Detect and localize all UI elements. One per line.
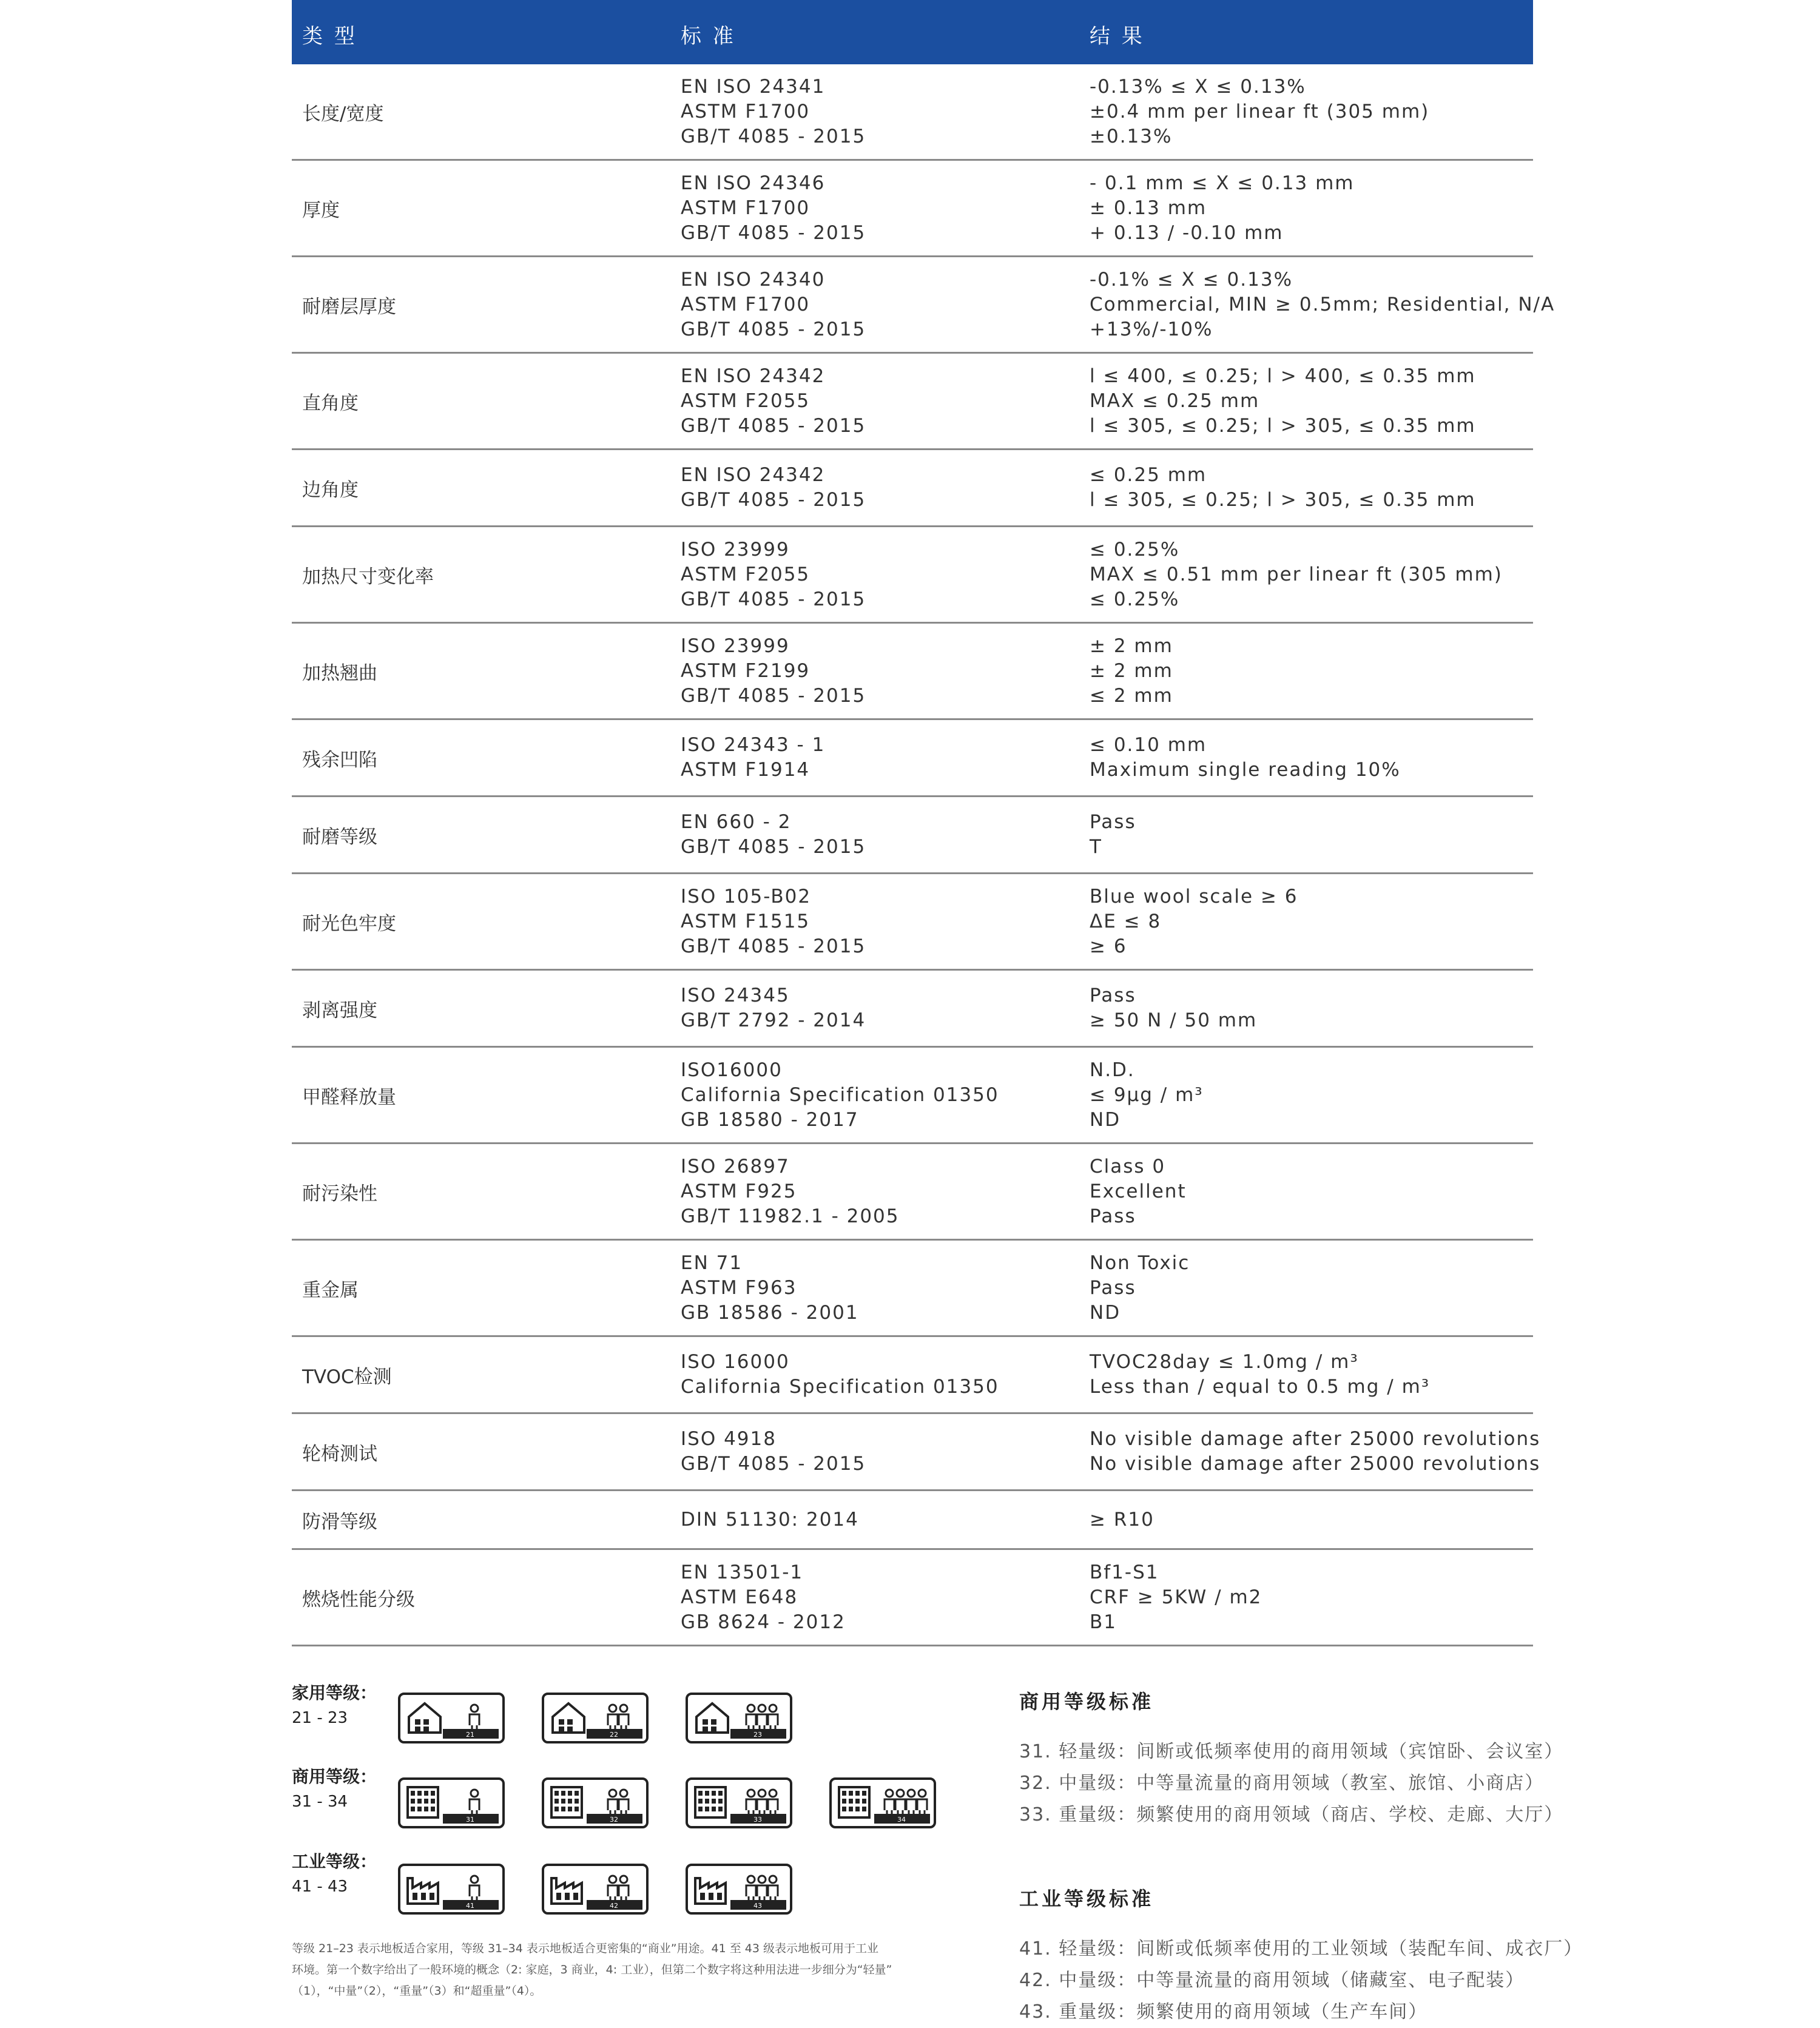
result-line: l ≤ 305, ≤ 0.25; l > 305, ≤ 0.35 mm	[1090, 489, 1476, 511]
commercial-standard-item: 33. 重量级：频繁使用的商用领域（商店、学校、走廊、大厅）	[1019, 1804, 1564, 1825]
result-line: B1	[1090, 1611, 1117, 1633]
result-line: Class 0	[1090, 1155, 1166, 1177]
result-line: ≥ 6	[1090, 935, 1127, 957]
table-row	[292, 1491, 1533, 1550]
standard-line: California Specification 01350	[681, 1376, 999, 1398]
grade-number: 22	[610, 1731, 618, 1739]
row-standards	[681, 161, 1081, 255]
table-body	[292, 64, 1555, 1646]
result-line: TVOC28day ≤ 1.0mg / m³	[1090, 1351, 1359, 1373]
result-line: ≤ 9μg / m³	[1090, 1083, 1204, 1106]
footnote-line: 等级 21–23 表示地板适合家用，等级 31–34 表示地板适合更密集的“商业”用途。41 至 43 级表示地板可用于工业	[292, 1942, 879, 1955]
table-row	[292, 1144, 1533, 1241]
spec-table	[292, 0, 1555, 1646]
standard-line: ASTM F1700	[681, 197, 811, 219]
row-results	[1090, 527, 1532, 622]
standard-line: GB/T 4085 - 2015	[681, 318, 866, 340]
industrial-standard-item: 41. 轻量级：间断或低频率使用的工业领域（装配车间、成衣厂）	[1019, 1938, 1583, 1959]
footnote-line: 环境。第一个数字给出了一般环境的概念（2: 家庭，3 商业，4: 工业），但第二个数字将这种用法进一步细分为“轻量”	[292, 1963, 892, 1976]
row-type: 耐磨层厚度	[302, 295, 396, 318]
row-results	[1090, 257, 1555, 352]
standard-line: GB/T 11982.1 - 2005	[681, 1205, 900, 1227]
residential-grade-label: 家用等级：	[292, 1683, 377, 1703]
standard-line: ASTM F2055	[681, 563, 811, 585]
table-row	[292, 720, 1533, 797]
row-type: 厚度	[302, 199, 340, 221]
row-type: 剥离强度	[302, 999, 377, 1022]
table-row	[292, 1048, 1533, 1144]
standard-line: GB/T 4085 - 2015	[681, 414, 866, 437]
header-type: 类 型	[302, 24, 357, 49]
result-line: ≤ 0.25%	[1090, 588, 1180, 610]
result-line: +13%/-10%	[1090, 318, 1213, 340]
table-row	[292, 1414, 1541, 1491]
row-type: 耐磨等级	[302, 826, 377, 848]
standard-line: EN ISO 24346	[681, 172, 826, 194]
row-type: 耐污染性	[302, 1182, 377, 1205]
standard-line: GB/T 4085 - 2015	[681, 935, 866, 957]
grade-footnote	[292, 1938, 959, 2002]
grade-number: 43	[753, 1902, 762, 1910]
standard-line: ISO16000	[681, 1059, 783, 1081]
grade-number: 21	[466, 1731, 474, 1739]
row-standards	[681, 1241, 1081, 1335]
table-row	[292, 527, 1533, 624]
row-results	[1090, 1491, 1532, 1548]
residential-grade	[292, 1680, 377, 1730]
standard-line: GB/T 4085 - 2015	[681, 489, 866, 511]
standard-line: EN 660 - 2	[681, 811, 792, 833]
result-line: ± 0.13 mm	[1090, 197, 1207, 219]
standard-line: ISO 23999	[681, 635, 790, 657]
result-line: MAX ≤ 0.25 mm	[1090, 389, 1260, 412]
industrial-grade	[292, 1849, 377, 1899]
industrial-standard-title: 工业等级标准	[1019, 1887, 1154, 1910]
result-line: MAX ≤ 0.51 mm per linear ft (305 mm)	[1090, 563, 1503, 585]
standard-line: ASTM F1700	[681, 293, 811, 315]
row-standards	[681, 354, 1081, 448]
grade-23-icon	[686, 1693, 792, 1743]
standard-line: ISO 23999	[681, 538, 790, 561]
grade-icons-section	[292, 1668, 959, 1911]
standard-line: GB/T 4085 - 2015	[681, 1453, 866, 1475]
standard-line: GB 8624 - 2012	[681, 1611, 846, 1633]
result-line: ±0.4 mm per linear ft (305 mm)	[1090, 100, 1430, 123]
grade-42-icon	[542, 1864, 649, 1915]
grade-41-icon	[398, 1864, 505, 1915]
result-line: l ≤ 400, ≤ 0.25; l > 400, ≤ 0.35 mm	[1090, 365, 1476, 387]
result-line: l ≤ 305, ≤ 0.25; l > 305, ≤ 0.35 mm	[1090, 414, 1476, 437]
grade-43-icon	[686, 1864, 792, 1915]
row-results	[1090, 1550, 1532, 1645]
standard-line: GB/T 4085 - 2015	[681, 221, 866, 244]
row-results	[1090, 1337, 1532, 1412]
row-standards	[681, 720, 1081, 795]
result-line: ±0.13%	[1090, 125, 1173, 147]
grade-number: 23	[753, 1731, 762, 1739]
standard-line: DIN 51130: 2014	[681, 1508, 859, 1531]
table-row	[292, 797, 1533, 874]
table-row	[292, 161, 1533, 257]
row-standards	[681, 797, 1081, 872]
table-row	[292, 1550, 1533, 1646]
row-type: 燃烧性能分级	[302, 1588, 415, 1611]
footnote-line: （1），“中量”（2），“重量”（3）和“超重量”（4）。	[292, 1984, 542, 1998]
row-results	[1090, 1241, 1532, 1335]
table-header	[292, 0, 1533, 64]
grade-number: 33	[753, 1816, 762, 1824]
industrial-standard	[1019, 1884, 1583, 2028]
result-line: Pass	[1090, 1205, 1136, 1227]
standard-line: GB 18586 - 2001	[681, 1301, 859, 1324]
result-line: - 0.1 mm ≤ X ≤ 0.13 mm	[1090, 172, 1355, 194]
result-line: ≤ 0.10 mm	[1090, 734, 1207, 756]
result-line: ≤ 0.25%	[1090, 538, 1180, 561]
row-results	[1090, 161, 1532, 255]
industrial-grade-label: 工业等级：	[292, 1851, 377, 1871]
row-type: 防滑等级	[302, 1511, 377, 1533]
result-line: ≤ 2 mm	[1090, 684, 1173, 707]
row-standards	[681, 624, 1081, 718]
result-line: -0.1% ≤ X ≤ 0.13%	[1090, 268, 1293, 291]
result-line: ≤ 0.25 mm	[1090, 464, 1207, 486]
row-standards	[681, 874, 1081, 969]
row-type: 加热翘曲	[302, 662, 377, 684]
standard-line: GB/T 4085 - 2015	[681, 684, 866, 707]
standard-line: EN ISO 24340	[681, 268, 826, 291]
grade-number: 42	[610, 1902, 618, 1910]
row-type: 重金属	[302, 1279, 359, 1301]
industrial-standard-item: 43. 重量级：频繁使用的商用领域（生产车间）	[1019, 2001, 1428, 2023]
standard-line: GB/T 4085 - 2015	[681, 588, 866, 610]
commercial-grade-label: 商用等级：	[292, 1767, 377, 1787]
standard-line: ISO 16000	[681, 1351, 790, 1373]
row-type: TVOC检测	[302, 1366, 392, 1388]
standard-line: ASTM F2055	[681, 389, 811, 412]
row-type: 长度/宽度	[302, 103, 384, 125]
standard-line: EN ISO 24342	[681, 464, 826, 486]
row-results	[1090, 720, 1532, 795]
standard-line: GB/T 2792 - 2014	[681, 1009, 866, 1031]
row-standards	[681, 1491, 1081, 1548]
result-line: ≥ 50 N / 50 mm	[1090, 1009, 1258, 1031]
row-type: 直角度	[302, 392, 359, 414]
grade-31-icon	[398, 1777, 505, 1828]
row-type: 耐光色牢度	[302, 912, 396, 935]
row-results	[1090, 1414, 1541, 1489]
table-row	[292, 257, 1555, 354]
row-standards	[681, 1048, 1081, 1142]
industrial-grade-range: 41 - 43	[292, 1878, 348, 1896]
result-line: ≥ R10	[1090, 1508, 1154, 1531]
table-row	[292, 624, 1533, 720]
table-row	[292, 874, 1533, 971]
result-line: -0.13% ≤ X ≤ 0.13%	[1090, 75, 1306, 98]
commercial-grade-range: 31 - 34	[292, 1793, 348, 1811]
result-line: Bf1-S1	[1090, 1561, 1159, 1583]
row-type: 边角度	[302, 479, 359, 501]
result-line: No visible damage after 25000 revolutions	[1090, 1428, 1541, 1450]
standard-line: ISO 105-B02	[681, 885, 812, 908]
grade-number: 41	[466, 1902, 474, 1910]
result-line: ± 2 mm	[1090, 659, 1173, 682]
commercial-standard-item: 31. 轻量级：间断或低频率使用的商用领域（宾馆卧、会议室）	[1019, 1741, 1564, 1762]
row-type: 甲醛释放量	[302, 1086, 396, 1108]
standard-line: ASTM F925	[681, 1180, 797, 1202]
result-line: Blue wool scale ≥ 6	[1090, 885, 1298, 908]
result-line: ± 2 mm	[1090, 635, 1173, 657]
row-type: 加热尺寸变化率	[302, 565, 434, 588]
standard-line: ASTM F963	[681, 1276, 797, 1299]
row-standards	[681, 1144, 1081, 1239]
header-result: 结 果	[1090, 24, 1145, 49]
row-standards	[681, 450, 1081, 525]
result-line: No visible damage after 25000 revolutions	[1090, 1453, 1541, 1475]
header-standard: 标 准	[681, 24, 736, 49]
table-row	[292, 1241, 1533, 1337]
result-line: + 0.13 / -0.10 mm	[1090, 221, 1284, 244]
standard-line: ISO 26897	[681, 1155, 790, 1177]
table-row	[292, 354, 1533, 450]
row-results	[1090, 1048, 1532, 1142]
table-row	[292, 1337, 1533, 1414]
standard-line: GB/T 4085 - 2015	[681, 836, 866, 858]
result-line: Pass	[1090, 811, 1136, 833]
table-row	[292, 64, 1533, 161]
residential-grade-range: 21 - 23	[292, 1709, 348, 1727]
grade-number: 31	[466, 1816, 474, 1824]
row-results	[1090, 450, 1532, 525]
standard-line: California Specification 01350	[681, 1083, 999, 1106]
row-standards	[681, 1414, 1081, 1489]
row-results	[1090, 797, 1532, 872]
result-line: Commercial, MIN ≥ 0.5mm; Residential, N/A	[1090, 293, 1555, 315]
result-line: ND	[1090, 1301, 1121, 1324]
row-standards	[681, 64, 1081, 159]
table-row	[292, 971, 1533, 1048]
standard-line: GB/T 4085 - 2015	[681, 125, 866, 147]
commercial-standard	[1019, 1686, 1565, 1831]
grade-32-icon	[542, 1777, 649, 1828]
commercial-standard-title: 商用等级标准	[1019, 1690, 1154, 1713]
row-standards	[681, 1337, 1081, 1412]
standard-line: ASTM F1914	[681, 759, 811, 781]
row-results	[1090, 624, 1532, 718]
standard-line: EN ISO 24342	[681, 365, 826, 387]
result-line: Excellent	[1090, 1180, 1187, 1202]
standard-line: EN ISO 24341	[681, 75, 826, 98]
result-line: Maximum single reading 10%	[1090, 759, 1401, 781]
grade-number: 34	[897, 1816, 906, 1824]
standard-line: ASTM F1515	[681, 910, 811, 932]
standard-line: EN 71	[681, 1251, 743, 1274]
row-results	[1090, 64, 1532, 159]
result-line: Pass	[1090, 1276, 1136, 1299]
standard-line: EN 13501-1	[681, 1561, 804, 1583]
row-results	[1090, 1144, 1532, 1239]
standard-line: ASTM F1700	[681, 100, 811, 123]
standard-line: ASTM E648	[681, 1586, 798, 1608]
commercial-grade	[292, 1764, 377, 1814]
result-line: CRF ≥ 5KW / m2	[1090, 1586, 1262, 1608]
standard-line: ASTM F2199	[681, 659, 811, 682]
standard-line: ISO 24343 - 1	[681, 734, 826, 756]
result-line: ND	[1090, 1108, 1121, 1131]
result-line: Non Toxic	[1090, 1251, 1190, 1274]
grade-34-icon	[829, 1777, 936, 1828]
row-results	[1090, 874, 1532, 969]
grade-22-icon	[542, 1693, 649, 1743]
industrial-standard-item: 42. 中量级：中等量流量的商用领域（储藏室、电子配装）	[1019, 1970, 1525, 1991]
row-standards	[681, 971, 1081, 1046]
row-type: 残余凹陷	[302, 749, 377, 771]
row-results	[1090, 354, 1532, 448]
standard-line: ISO 24345	[681, 985, 790, 1006]
standard-line: GB 18580 - 2017	[681, 1108, 859, 1131]
result-line: ΔE ≤ 8	[1090, 910, 1162, 932]
row-type: 轮椅测试	[302, 1443, 377, 1465]
table-row	[292, 450, 1533, 527]
result-line: Less than / equal to 0.5 mg / m³	[1090, 1376, 1431, 1398]
result-line: Pass	[1090, 985, 1136, 1006]
row-standards	[681, 257, 1081, 352]
grade-21-icon	[398, 1693, 505, 1743]
result-line: N.D.	[1090, 1059, 1135, 1081]
grade-33-icon	[686, 1777, 792, 1828]
row-results	[1090, 971, 1532, 1046]
result-line: T	[1090, 836, 1102, 858]
commercial-standard-item: 32. 中量级：中等量流量的商用领域（教室、旅馆、小商店）	[1019, 1773, 1545, 1794]
standard-line: ISO 4918	[681, 1428, 777, 1450]
row-standards	[681, 527, 1081, 622]
grade-number: 32	[610, 1816, 618, 1824]
row-standards	[681, 1550, 1081, 1645]
